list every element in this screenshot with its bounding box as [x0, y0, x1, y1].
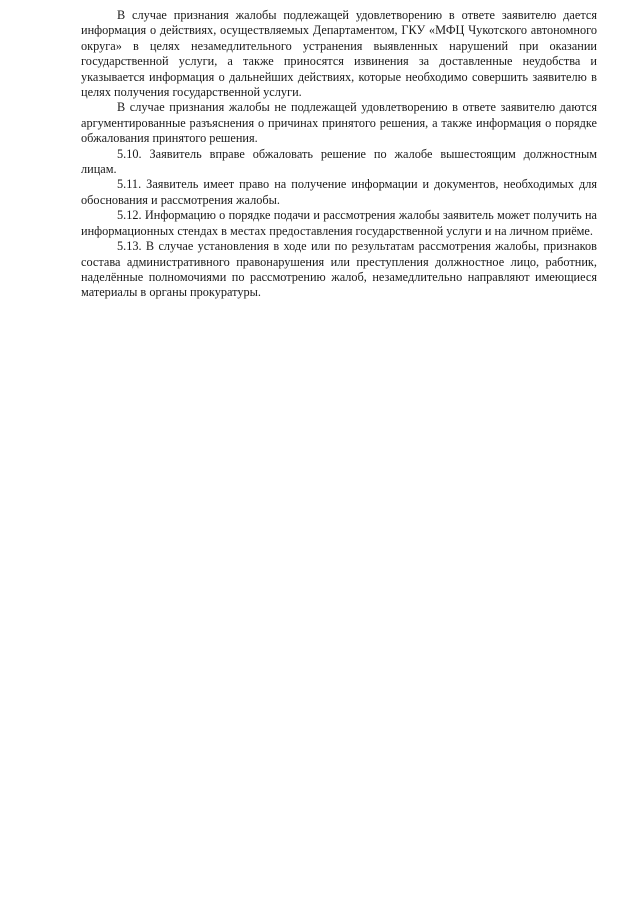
paragraph-5-13: 5.13. В случае установления в ходе или по результатам рассмотрения жалобы, признаков состава административного правонарушения или преступления должностное лицо, работник, наделённые полномочиями по рассмотрению жалоб, незамедлительно направляют имеющиеся материалы в органы прокуратуры.: [81, 239, 597, 300]
document-body: [81, 8, 597, 301]
paragraph-5-12: 5.12. Информацию о порядке подачи и рассмотрения жалобы заявитель может получить на информационных стендах в местах предоставления государственной услуги и на личном приёме.: [81, 208, 597, 238]
paragraph-complaint-satisfied: В случае признания жалобы подлежащей удовлетворению в ответе заявителю дается информация о действиях, осуществляемых Департаментом, ГКУ «МФЦ Чукотского автономного округа» в целях незамедлительного устранения выявленных нарушений при оказании государственной услуги, а также приносятся извинения за доставленные неудобства и указывается информация о дальнейших действиях, которые необходимо совершить заявителю в целях получения государственной услуги.: [81, 8, 597, 100]
paragraph-complaint-rejected: В случае признания жалобы не подлежащей удовлетворению в ответе заявителю даются аргументированные разъяснения о причинах принятого решения, а также информация о порядке обжалования принятого решения.: [81, 100, 597, 146]
paragraph-5-10: 5.10. Заявитель вправе обжаловать решение по жалобе вышестоящим должностным лицам.: [81, 146, 597, 177]
paragraph-5-11: 5.11. Заявитель имеет право на получение информации и документов, необходимых для обоснования и рассмотрения жалобы.: [81, 177, 597, 207]
